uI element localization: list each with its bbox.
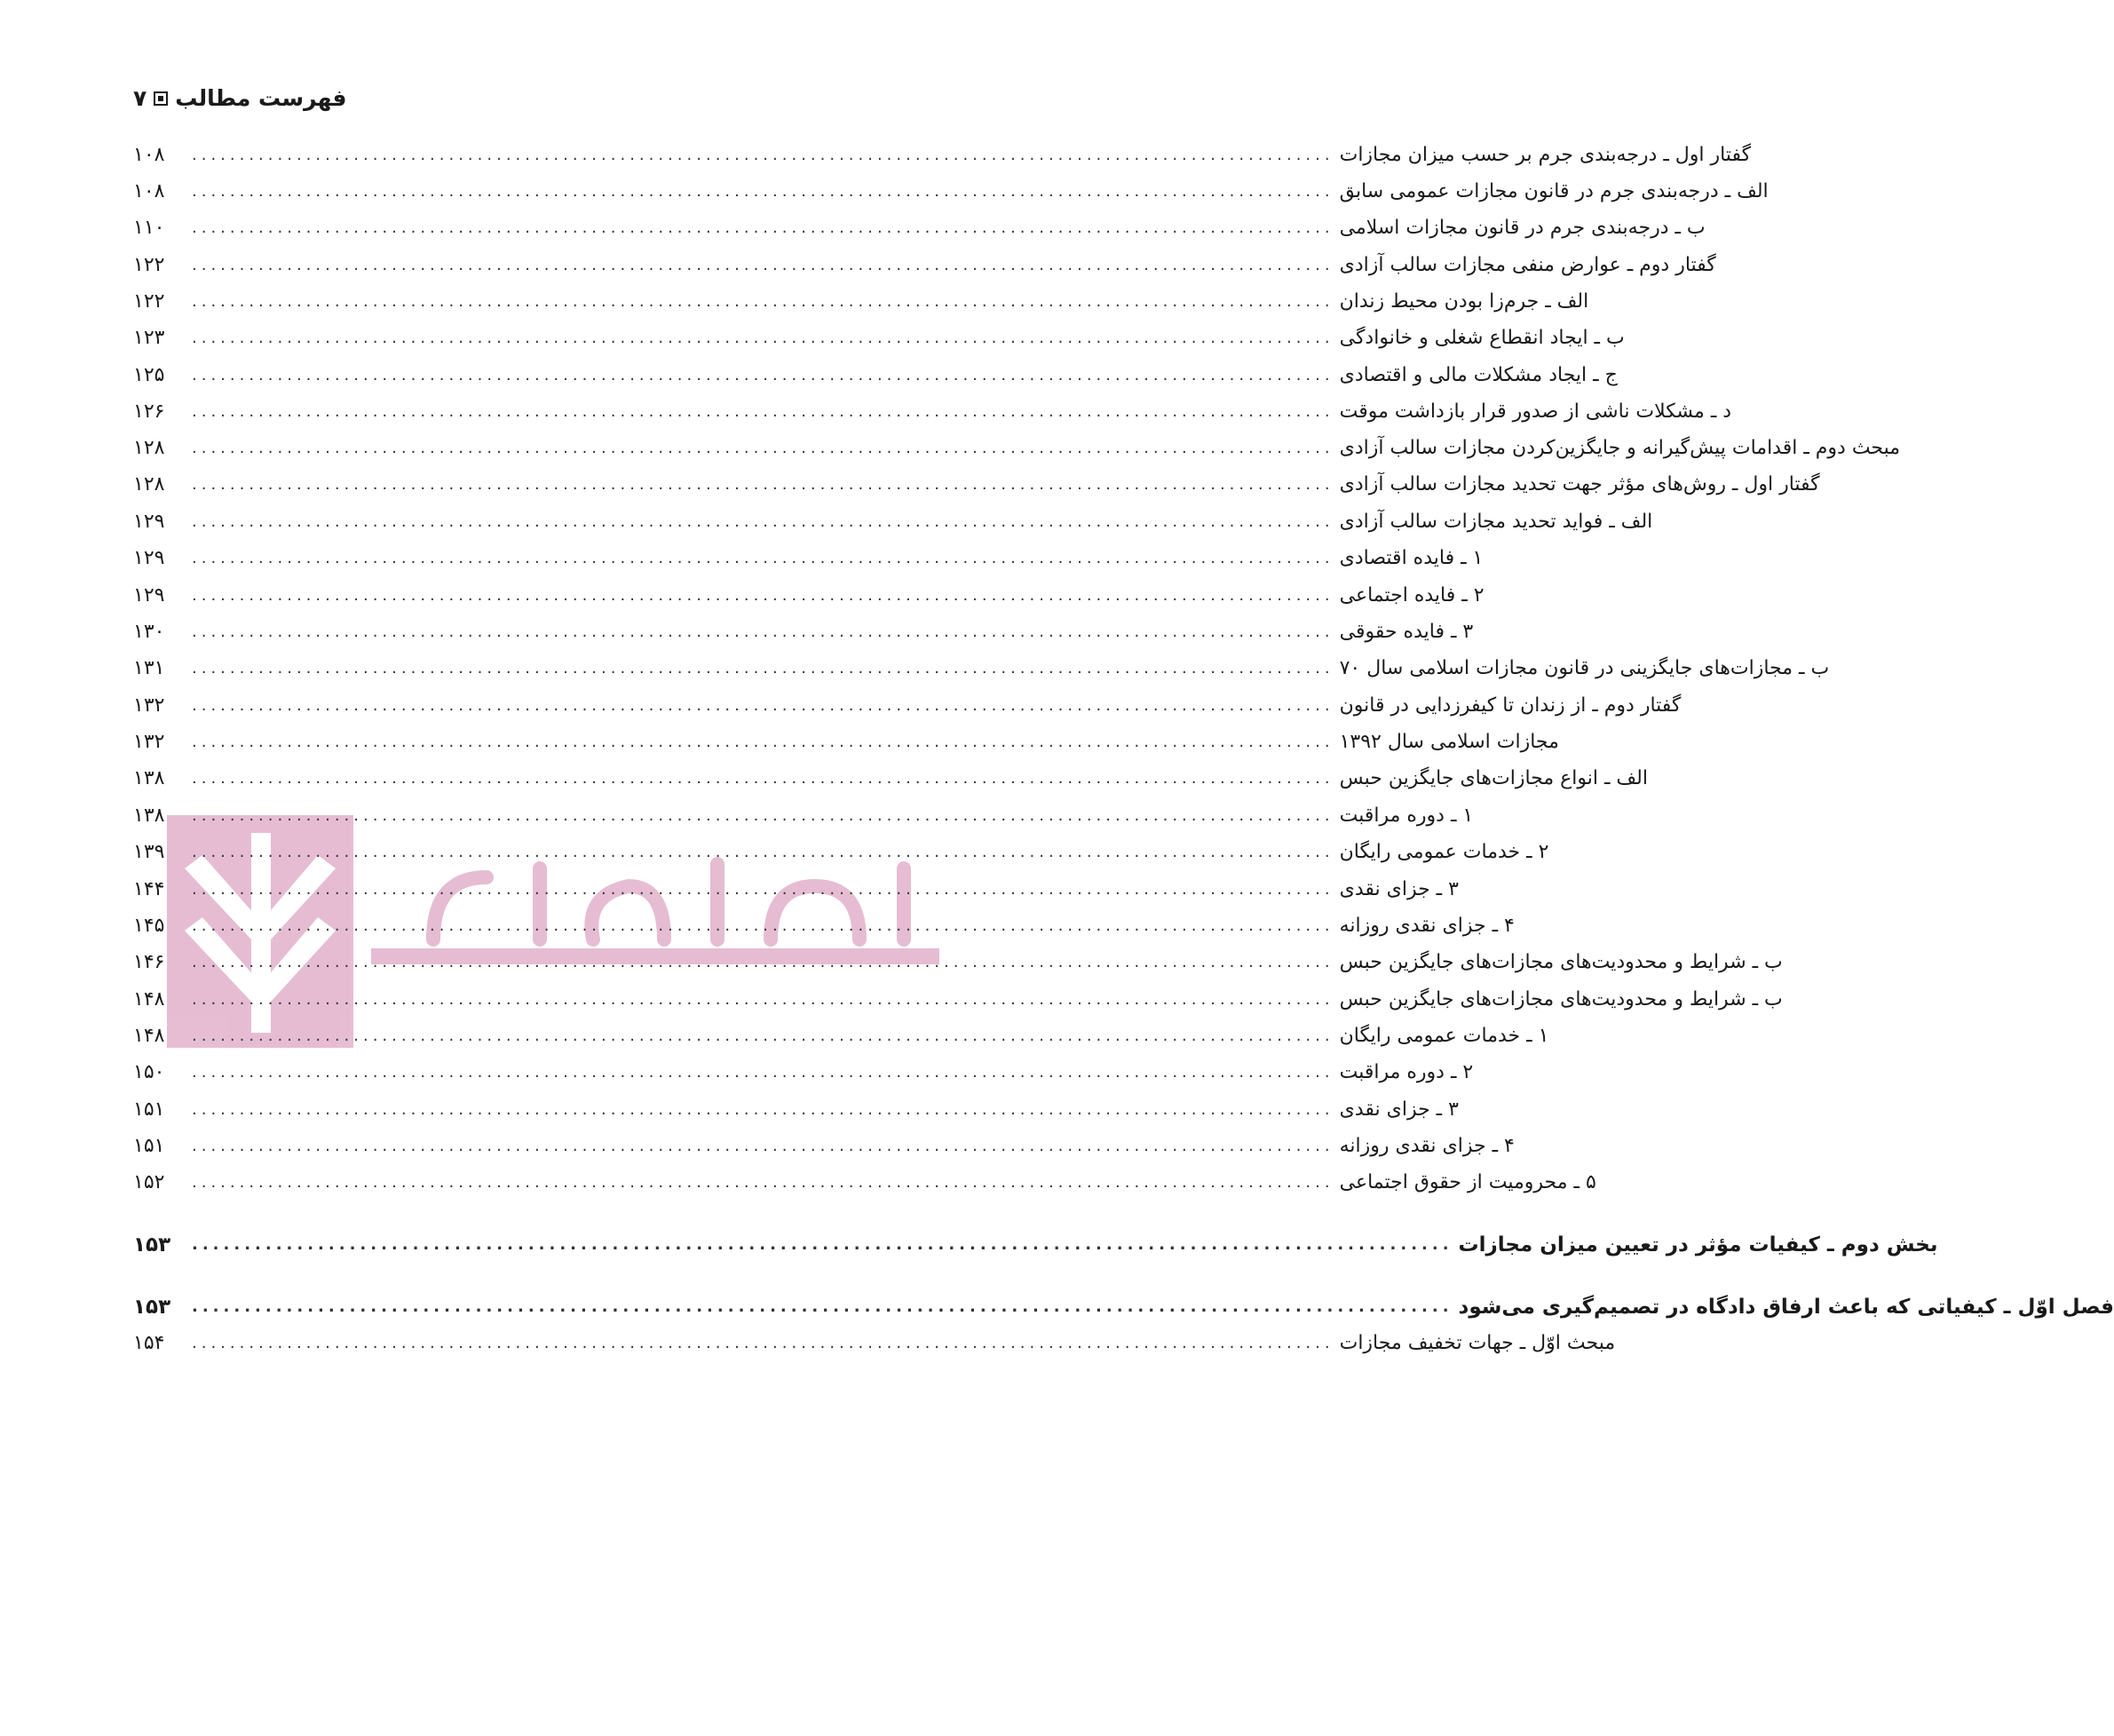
- toc-page-number: ۱۵۱: [133, 1135, 165, 1157]
- toc-entry[interactable]: [133, 835, 1549, 870]
- toc-entry-title: گفتار دوم ـ عوارض منفی مجازات سالب آزادی: [1339, 254, 1716, 276]
- toc-entry[interactable]: [133, 467, 1820, 503]
- toc-leader-dots: ........................................................................................................................: [192, 256, 1334, 274]
- toc-entry-title: ۲ ـ دوره مراقبت: [1339, 1061, 1474, 1083]
- toc-page-number: ۱۲۸: [133, 437, 165, 459]
- toc-entry[interactable]: [133, 541, 1484, 576]
- toc-entry[interactable]: [133, 1326, 1616, 1361]
- toc-entry[interactable]: [133, 945, 1783, 980]
- toc-entry[interactable]: [133, 210, 1706, 246]
- toc-entry-title: الف ـ درجه‌بندی جرم در قانون مجازات عمومی سابق: [1339, 180, 1769, 202]
- toc-page-number: ۱۱۰: [133, 217, 165, 239]
- toc-leader-dots: ........................................................................................................................: [192, 769, 1334, 788]
- toc-page-number: ۱۵۲: [133, 1171, 165, 1193]
- toc-entry[interactable]: [133, 761, 1648, 797]
- toc-entry-title: ب ـ شرایط و محدودیت‌های مجازات‌های جایگزین حبس: [1339, 988, 1783, 1011]
- toc-leader-dots: ........................................................................................................................: [192, 1027, 1334, 1045]
- toc-entry-title: ۵ ـ محرومیت از حقوق اجتماعی: [1339, 1171, 1596, 1193]
- toc-leader-dots: ........................................................................................................................: [192, 1173, 1334, 1192]
- toc-page-number: ۱۵۳: [133, 1233, 171, 1256]
- toc-entry-title: ۴ ـ جزای نقدی روزانه: [1339, 915, 1515, 937]
- toc-entry-title: گفتار اول ـ درجه‌بندی جرم بر حسب میزان مجازات: [1339, 144, 1752, 166]
- toc-page-number: ۱۵۰: [133, 1061, 165, 1083]
- toc-leader-dots: ........................................................................................................................: [192, 439, 1334, 457]
- toc-entry[interactable]: [133, 1289, 2114, 1325]
- toc-leader-dots: ........................................................................................................................: [192, 1137, 1334, 1155]
- toc-entry[interactable]: [133, 138, 1752, 173]
- toc-leader-dots: ........................................................................................................................: [192, 146, 1334, 164]
- toc-entry-title: ج ـ ایجاد مشکلات مالی و اقتصادی: [1339, 364, 1618, 386]
- toc-leader-dots: ........................................................................................................................: [192, 806, 1334, 825]
- toc-entry[interactable]: [133, 725, 1559, 760]
- toc-entry[interactable]: [133, 982, 1783, 1018]
- toc-leader-dots: ........................................................................................................................: [192, 916, 1334, 935]
- toc-leader-dots: ........................................................................................................................: [192, 622, 1334, 641]
- toc-entry-title: ۱ ـ فایده اقتصادی: [1339, 547, 1484, 569]
- toc-leader-dots: ........................................................................................................................: [192, 953, 1334, 971]
- header-page-number: ۷: [133, 85, 147, 111]
- toc-entry-title: مجازات اسلامی سال ۱۳۹۲: [1339, 731, 1559, 753]
- toc-leader-dots: ........................................................................................................................: [192, 475, 1334, 494]
- toc-page-number: ۱۲۵: [133, 364, 165, 386]
- toc-page-number: ۱۵۱: [133, 1098, 165, 1121]
- toc-entry[interactable]: [133, 358, 1618, 393]
- toc-leader-dots: ........................................................................................................................: [192, 366, 1334, 384]
- header-title: فهرست مطالب: [175, 85, 347, 111]
- toc-leader-dots: ........................................................................................................................: [192, 329, 1334, 347]
- toc-page-number: ۱۴۵: [133, 915, 165, 937]
- toc-entry[interactable]: [133, 798, 1474, 834]
- toc-entry[interactable]: [133, 872, 1459, 908]
- toc-entry-title: گفتار دوم ـ از زندان تا کیفرزدایی در قانون: [1339, 694, 1682, 717]
- toc-page-number: ۱۲۲: [133, 290, 165, 313]
- toc-entry[interactable]: [133, 578, 1485, 614]
- toc-leader-dots: ........................................................................................................................: [192, 696, 1334, 715]
- toc-leader-dots: ........................................................................................................................: [192, 512, 1334, 531]
- toc-page-number: ۱۴۸: [133, 1025, 165, 1047]
- toc-page-number: ۱۲۹: [133, 511, 165, 533]
- toc-page-number: ۱۳۱: [133, 657, 165, 679]
- toc-entry[interactable]: [133, 651, 1830, 686]
- toc-page-number: ۱۲۲: [133, 254, 165, 276]
- toc-page-number: ۱۳۸: [133, 805, 165, 827]
- toc-entry[interactable]: [133, 394, 1732, 430]
- toc-leader-dots: ........................................................................................................................: [192, 1063, 1334, 1082]
- toc-leader-dots: ........................................................................................................................: [192, 586, 1334, 605]
- toc-entry[interactable]: [133, 1092, 1459, 1128]
- toc-leader-dots: ........................................................................................................................: [192, 1297, 1453, 1316]
- toc-page-number: ۱۳۸: [133, 767, 165, 789]
- toc-entry-title: الف ـ فواید تحدید مجازات سالب آزادی: [1339, 511, 1653, 533]
- toc-entry[interactable]: [133, 1019, 1549, 1054]
- toc-leader-dots: ........................................................................................................................: [192, 990, 1334, 1009]
- square-bullet-icon: [154, 91, 168, 106]
- toc-entry-title: الف ـ انواع مجازات‌های جایگزین حبس: [1339, 767, 1648, 789]
- toc-entry[interactable]: [133, 504, 1653, 540]
- toc-page-number: ۱۲۹: [133, 584, 165, 606]
- toc-leader-dots: ........................................................................................................................: [192, 733, 1334, 751]
- toc-entry[interactable]: [133, 614, 1474, 650]
- toc-page-number: ۱۴۶: [133, 951, 165, 973]
- toc-entry-title: ب ـ درجه‌بندی جرم در قانون مجازات اسلامی: [1339, 217, 1706, 239]
- toc-entry-title: ۱ ـ خدمات عمومی رایگان: [1339, 1025, 1549, 1047]
- toc-page-number: ۱۲۶: [133, 400, 165, 423]
- toc-entry-title: ب ـ مجازات‌های جایگزینی در قانون مجازات اسلامی سال ۷۰: [1339, 657, 1830, 679]
- toc-entry-title: ب ـ شرایط و محدودیت‌های مجازات‌های جایگزین حبس: [1339, 951, 1783, 973]
- toc-entry[interactable]: [133, 688, 1682, 724]
- toc-leader-dots: ........................................................................................................................: [192, 659, 1334, 678]
- toc-entry-title: د ـ مشکلات ناشی از صدور قرار بازداشت موقت: [1339, 400, 1732, 423]
- toc-page-number: ۱۵۳: [133, 1296, 171, 1319]
- toc-page-number: ۱۲۸: [133, 473, 165, 495]
- toc-entry[interactable]: [133, 248, 1716, 283]
- toc-leader-dots: ........................................................................................................................: [192, 1100, 1334, 1119]
- toc-leader-dots: ........................................................................................................................: [192, 402, 1334, 421]
- toc-entry[interactable]: [133, 431, 1901, 466]
- toc-page-number: ۱۳۰: [133, 621, 165, 643]
- toc-page-number: ۱۲۳: [133, 327, 165, 349]
- toc-leader-dots: ........................................................................................................................: [192, 182, 1334, 201]
- toc-entry[interactable]: [133, 1227, 1938, 1263]
- toc-entry[interactable]: [133, 321, 1625, 356]
- toc-entry-title: مبحث اوّل ـ جهات تخفیف مجازات: [1339, 1332, 1616, 1354]
- toc-entry-title: الف ـ جرم‌زا بودن محیط زندان: [1339, 290, 1589, 313]
- toc-entry[interactable]: [133, 284, 1589, 320]
- toc-page-number: ۱۴۸: [133, 988, 165, 1011]
- toc-leader-dots: ........................................................................................................................: [192, 1334, 1334, 1352]
- toc-entry[interactable]: [133, 1055, 1474, 1090]
- toc-entry-title: ۳ ـ جزای نقدی: [1339, 878, 1459, 900]
- toc-entry[interactable]: [133, 1129, 1515, 1164]
- toc-entry-title: ب ـ ایجاد انقطاع شغلی و خانوادگی: [1339, 327, 1625, 349]
- toc-entry-title: مبحث دوم ـ اقدامات پیش‌گیرانه و جایگزین‌کردن مجازات سالب آزادی: [1339, 437, 1901, 459]
- running-header: [133, 85, 347, 111]
- toc-page-number: ۱۰۸: [133, 180, 165, 202]
- toc-page-number: ۱۳۲: [133, 731, 165, 753]
- toc-page-number: ۱۰۸: [133, 144, 165, 166]
- toc-entry-title: بخش دوم ـ کیفیات مؤثر در تعیین میزان مجازات: [1458, 1233, 1938, 1256]
- toc-entry-title: ۱ ـ دوره مراقبت: [1339, 805, 1474, 827]
- toc-entry-title: ۳ ـ جزای نقدی: [1339, 1098, 1459, 1121]
- toc-leader-dots: ........................................................................................................................: [192, 292, 1334, 311]
- toc-entry-title: گفتار اول ـ روش‌های مؤثر جهت تحدید مجازات سالب آزادی: [1339, 473, 1820, 495]
- toc-entry[interactable]: [133, 174, 1769, 210]
- toc-page-number: ۱۲۹: [133, 547, 165, 569]
- toc-entry-title: ۳ ـ فایده حقوقی: [1339, 621, 1474, 643]
- toc-entry-title: ۴ ـ جزای نقدی روزانه: [1339, 1135, 1515, 1157]
- toc-page-number: ۱۵۴: [133, 1332, 165, 1354]
- toc-entry-title: فصل اوّل ـ کیفیاتی که باعث ارفاق دادگاه در تصمیم‌گیری می‌شود: [1458, 1296, 2114, 1319]
- toc-page-number: ۱۳۲: [133, 694, 165, 717]
- toc-entry[interactable]: [133, 1165, 1596, 1201]
- toc-page-number: ۱۴۴: [133, 878, 165, 900]
- toc-leader-dots: ........................................................................................................................: [192, 218, 1334, 237]
- toc-leader-dots: ........................................................................................................................: [192, 1235, 1453, 1254]
- toc-page-number: ۱۳۹: [133, 841, 165, 863]
- toc-entry-title: ۲ ـ خدمات عمومی رایگان: [1339, 841, 1549, 863]
- toc-leader-dots: ........................................................................................................................: [192, 880, 1334, 899]
- toc-entry[interactable]: [133, 908, 1515, 944]
- toc-entry-title: ۲ ـ فایده اجتماعی: [1339, 584, 1485, 606]
- toc-leader-dots: ........................................................................................................................: [192, 549, 1334, 567]
- toc-leader-dots: ........................................................................................................................: [192, 843, 1334, 861]
